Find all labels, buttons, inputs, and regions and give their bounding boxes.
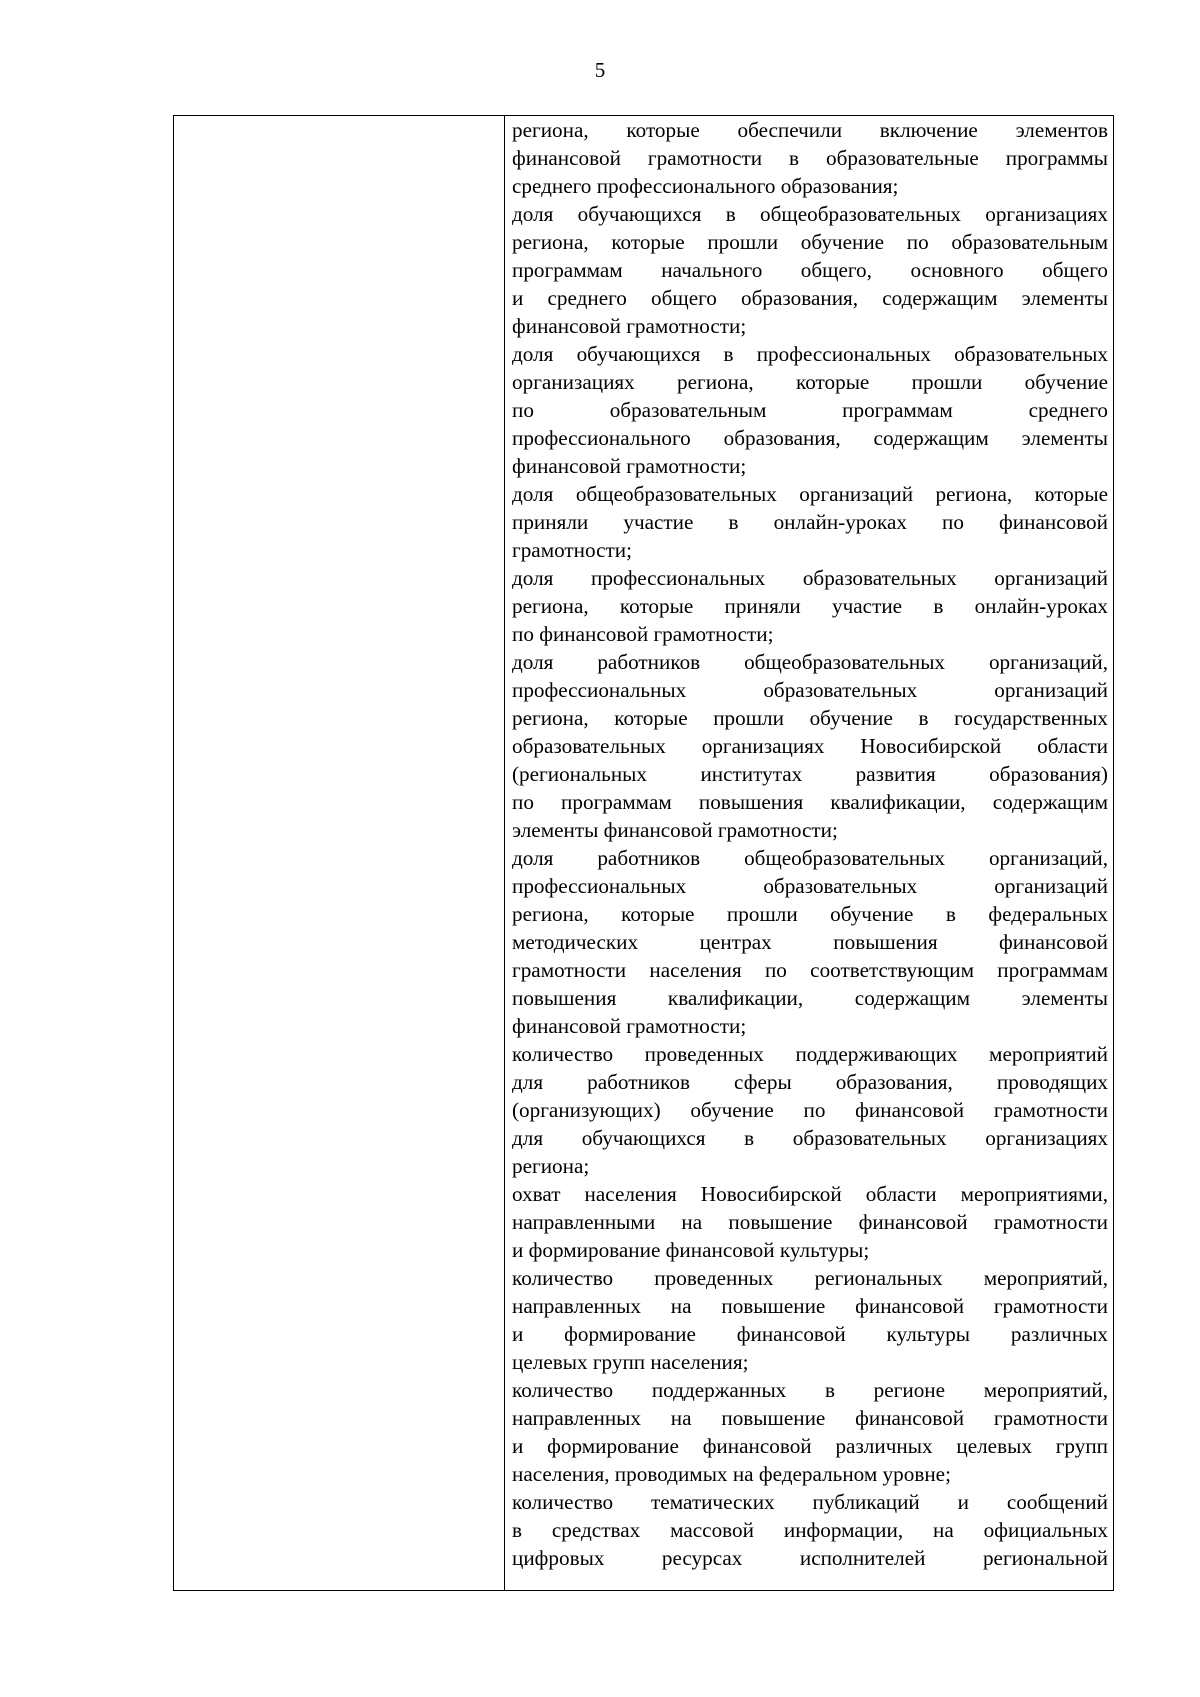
text-line: количество тематических публикаций и сообщений: [512, 1490, 1108, 1514]
text-line: количество поддержанных в регионе мероприятий,: [512, 1378, 1108, 1402]
text-line: и формирование финансовой различных целевых групп: [512, 1434, 1108, 1458]
text-line: профессиональных образовательных организаций: [512, 678, 1108, 702]
text-line: финансовой грамотности;: [512, 454, 747, 478]
text-line: для обучающихся в образовательных организациях: [512, 1126, 1108, 1150]
text-line: приняли участие в онлайн-уроках по финансовой: [512, 510, 1108, 534]
text-line: доля общеобразовательных организаций региона, которые: [512, 482, 1108, 506]
text-line: грамотности;: [512, 538, 633, 562]
text-line: региона, которые прошли обучение в федеральных: [512, 902, 1108, 926]
text-line: в средствах массовой информации, на официальных: [512, 1518, 1108, 1542]
document-table: [173, 115, 1114, 1591]
table-cell-right: [505, 116, 1113, 1590]
text-line: количество проведенных региональных мероприятий,: [512, 1266, 1108, 1290]
text-line: грамотности населения по соответствующим программам: [512, 958, 1108, 982]
text-line: доля профессиональных образовательных организаций: [512, 566, 1108, 590]
text-line: охват населения Новосибирской области мероприятиями,: [512, 1182, 1108, 1206]
text-line: региона, которые приняли участие в онлайн-уроках: [512, 594, 1108, 618]
text-line: населения, проводимых на федеральном уровне;: [512, 1462, 951, 1486]
page-number: 5: [594, 58, 606, 82]
text-line: для работников сферы образования, проводящих: [512, 1070, 1108, 1094]
text-line: количество проведенных поддерживающих мероприятий: [512, 1042, 1108, 1066]
text-line: доля обучающихся в общеобразовательных организациях: [512, 202, 1108, 226]
text-line: по программам повышения квалификации, содержащим: [512, 790, 1108, 814]
text-line: образовательных организациях Новосибирской области: [512, 734, 1108, 758]
text-line: организациях региона, которые прошли обучение: [512, 370, 1108, 394]
text-line: финансовой грамотности;: [512, 1014, 747, 1038]
text-line: направленных на повышение финансовой грамотности: [512, 1294, 1108, 1318]
text-line: региона;: [512, 1154, 590, 1178]
text-line: среднего профессионального образования;: [512, 174, 899, 198]
text-line: доля работников общеобразовательных организаций,: [512, 846, 1108, 870]
text-line: (региональных институтах развития образования): [512, 762, 1108, 786]
text-line: методических центрах повышения финансовой: [512, 930, 1108, 954]
text-line: региона, которые прошли обучение по образовательным: [512, 230, 1108, 254]
text-line: цифровых ресурсах исполнителей региональной: [512, 1546, 1108, 1570]
text-line: и формирование финансовой культуры;: [512, 1238, 870, 1262]
text-line: региона, которые прошли обучение в государственных: [512, 706, 1108, 730]
text-line: профессиональных образовательных организаций: [512, 874, 1108, 898]
text-line: по образовательным программам среднего: [512, 398, 1108, 422]
text-line: (организующих) обучение по финансовой грамотности: [512, 1098, 1108, 1122]
text-line: направленными на повышение финансовой грамотности: [512, 1210, 1108, 1234]
text-line: повышения квалификации, содержащим элементы: [512, 986, 1108, 1010]
text-line: элементы финансовой грамотности;: [512, 818, 838, 842]
text-line: финансовой грамотности в образовательные программы: [512, 146, 1108, 170]
text-line: по финансовой грамотности;: [512, 622, 774, 646]
text-line: финансовой грамотности;: [512, 314, 747, 338]
text-line: региона, которые обеспечили включение элементов: [512, 118, 1108, 142]
table-cell-left: [174, 116, 505, 1590]
text-line: доля обучающихся в профессиональных образовательных: [512, 342, 1108, 366]
text-line: и среднего общего образования, содержащим элементы: [512, 286, 1108, 310]
text-line: направленных на повышение финансовой грамотности: [512, 1406, 1108, 1430]
text-line: профессионального образования, содержащим элементы: [512, 426, 1108, 450]
text-line: и формирование финансовой культуры различных: [512, 1322, 1108, 1346]
text-line: доля работников общеобразовательных организаций,: [512, 650, 1108, 674]
text-line: программам начального общего, основного общего: [512, 258, 1108, 282]
text-line: целевых групп населения;: [512, 1350, 749, 1374]
